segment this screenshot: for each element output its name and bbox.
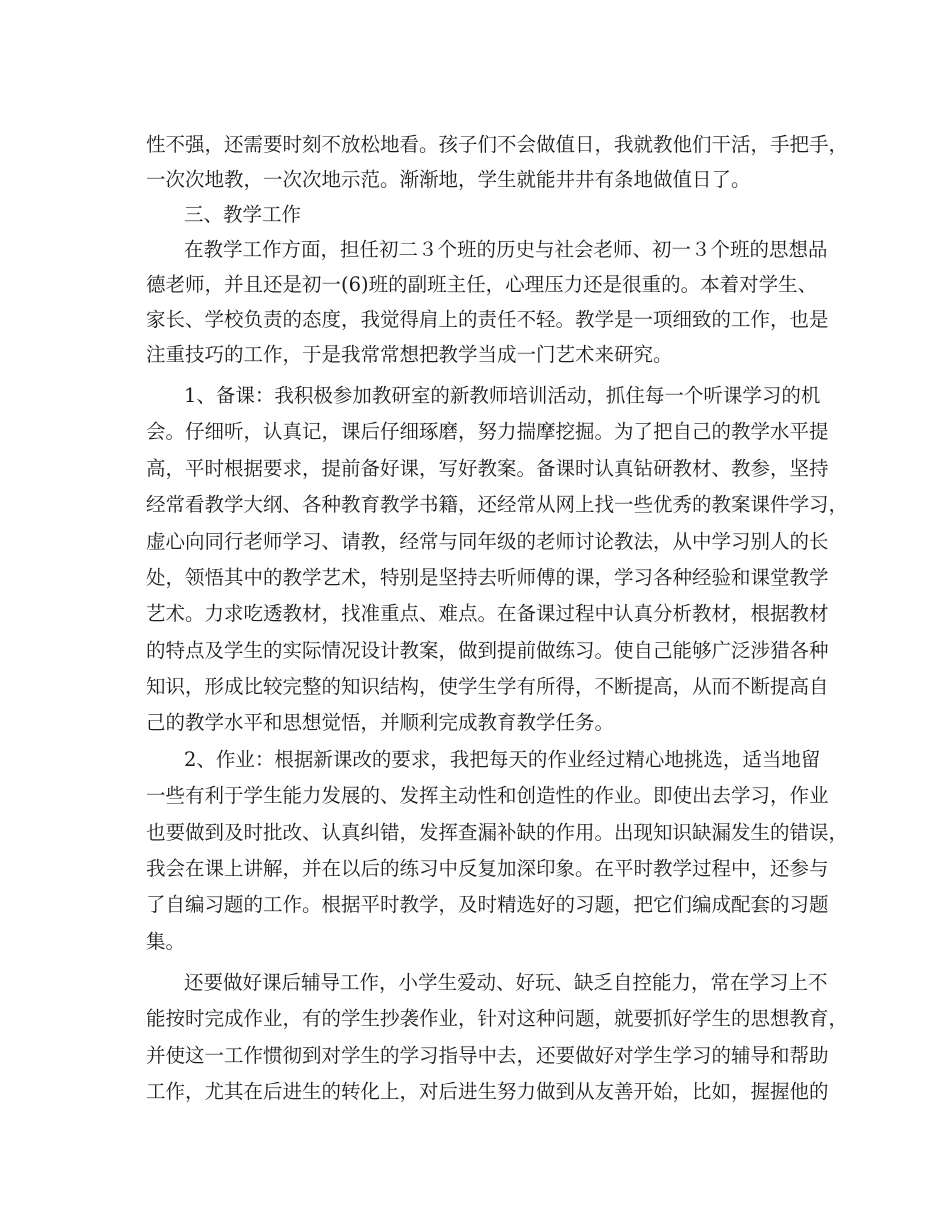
text-line: 虚心向同行老师学习、请教，经常与同年级的老师讨论教法，从中学习别人的长 bbox=[146, 530, 829, 553]
text-line: 一些有利于学生能力发展的、发挥主动性和创造性的作业。即使出去学习，作业 bbox=[146, 784, 829, 807]
text-line: 我会在课上讲解，并在以后的练习中反复加深印象。在平时教学过程中，还参与 bbox=[146, 857, 829, 880]
text-line: 集。 bbox=[146, 930, 186, 953]
text-line: 家长、学校负责的态度，我觉得肩上的责任不轻。教学是一项细致的工作，也是 bbox=[146, 308, 829, 331]
text-line: 高，平时根据要求，提前备好课，写好教案。备课时认真钻研教材、教参，坚持 bbox=[146, 457, 829, 480]
text-line: 能按时完成作业，有的学生抄袭作业，针对这种问题，就要抓好学生的思想教育， bbox=[146, 1007, 849, 1030]
text-line: 处，领悟其中的教学艺术，特别是坚持去听师傅的课，学习各种经验和课堂教学 bbox=[146, 566, 829, 589]
text-line: 一次次地教，一次次地示范。渐渐地，学生就能井井有条地做值日了。 bbox=[146, 168, 751, 191]
text-line: 注重技巧的工作，于是我常常想把教学当成一门艺术来研究。 bbox=[146, 343, 673, 366]
text-line: 1、备课：我积极参加教研室的新教师培训活动，抓住每一个听课学习的机 bbox=[184, 384, 821, 407]
text-line: 己的教学水平和思想觉悟，并顺利完成教育教学任务。 bbox=[146, 711, 615, 734]
text-line: 还要做好课后辅导工作，小学生爱动、好玩、缺乏自控能力，常在学习上不 bbox=[184, 971, 828, 994]
text-line: 知识，形成比较完整的知识结构，使学生学有所得，不断提高，从而不断提高自 bbox=[146, 675, 829, 698]
text-line: 2、作业：根据新课改的要求，我把每天的作业经过精心地挑选，适当地留 bbox=[184, 748, 821, 771]
text-line: 的特点及学生的实际情况设计教案，做到提前做练习。使自己能够广泛涉猎各种 bbox=[146, 639, 829, 662]
text-line: 会。仔细听，认真记，课后仔细琢磨，努力揣摩挖掘。为了把自己的教学水平提 bbox=[146, 420, 829, 443]
text-line: 经常看教学大纲、各种教育教学书籍，还经常从网上找一些优秀的教案课件学习， bbox=[146, 493, 849, 516]
section-heading: 三、教学工作 bbox=[184, 203, 302, 226]
text-line: 工作，尤其在后进生的转化上，对后进生努力做到从友善开始，比如，握握他的 bbox=[146, 1080, 829, 1103]
text-line: 并使这一工作惯彻到对学生的学习指导中去，还要做好对学生学习的辅导和帮助 bbox=[146, 1044, 829, 1067]
text-line: 德老师，并且还是初一(6)班的副班主任，心理压力还是很重的。本着对学生、 bbox=[146, 273, 818, 296]
text-line: 也要做到及时批改、认真纠错，发挥查漏补缺的作用。出现知识缺漏发生的错误， bbox=[146, 821, 849, 844]
text-line: 性不强，还需要时刻不放松地看。孩子们不会做值日，我就教他们干活，手把手， bbox=[146, 133, 849, 156]
text-line: 在教学工作方面，担任初二３个班的历史与社会老师、初一３个班的思想品 bbox=[184, 238, 828, 261]
text-line: 了自编习题的工作。根据平时教学，及时精选好的习题，把它们编成配套的习题 bbox=[146, 893, 829, 916]
text-line: 艺术。力求吃透教材，找准重点、难点。在备课过程中认真分析教材，根据教材 bbox=[146, 602, 829, 625]
